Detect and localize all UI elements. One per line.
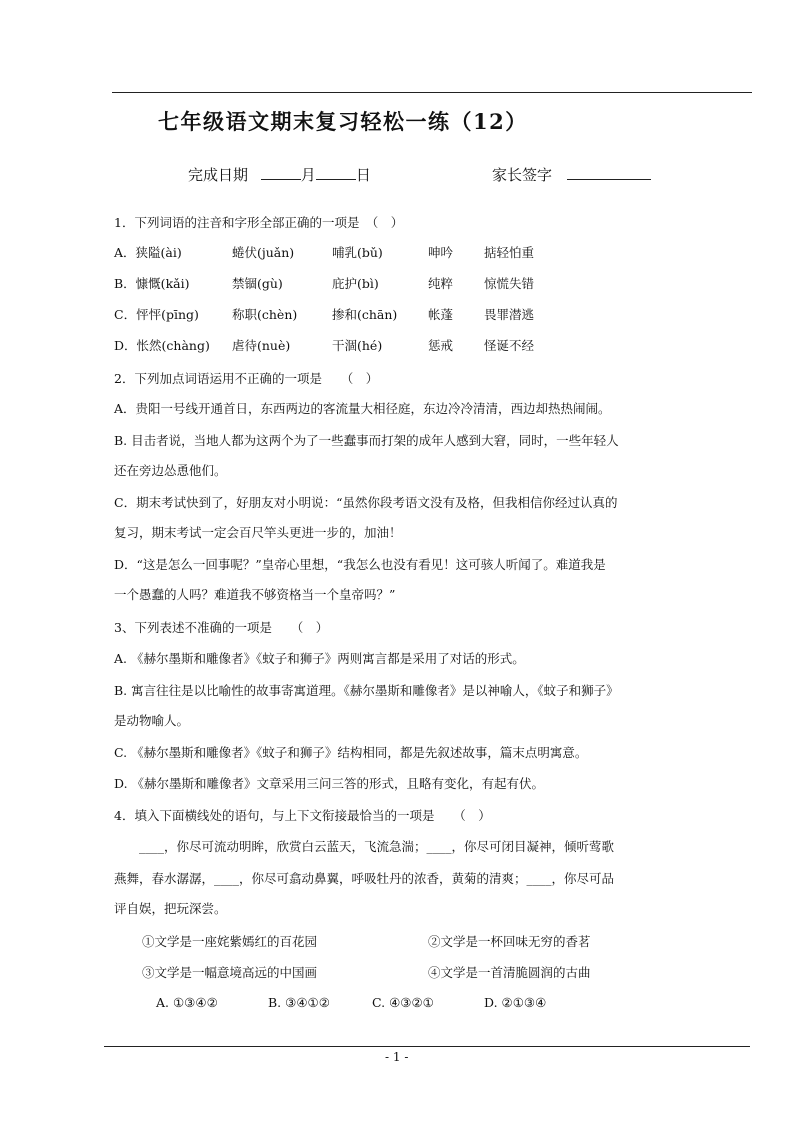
date-label: 完成日期 — [188, 166, 249, 184]
q1-c-3: 掺和(chān) — [332, 307, 398, 322]
q1-d-4: 惩戒 — [428, 338, 454, 353]
page-title: 七年级语文期末复习轻松一练（12） — [158, 109, 528, 134]
parent-signature-field — [492, 164, 651, 185]
q3-option-d: D. 《赫尔墨斯和雕像者》文章采用三问三答的形式，且略有变化，有起有伏。 — [114, 776, 545, 791]
q2-option-a: A．贵阳一号线开通首日，东西两边的客流量大相径庭，东边冷冷清清，西边却热热闹闹。 — [114, 401, 611, 416]
q4-choice-c: C. ④③②① — [372, 995, 434, 1010]
footer-rule — [104, 1046, 750, 1047]
parent-label: 家长签字 — [492, 166, 553, 184]
q4-stem: 4．填入下面横线处的语句，与上下文衔接最恰当的一项是 （ ） — [114, 808, 491, 823]
q1-b-3: 庇护(bì) — [332, 276, 379, 291]
q1-b-2: 禁锢(gù) — [232, 276, 283, 291]
q4-passage-line-2: 燕舞，春水潺潺，____，你尽可翕动鼻翼，呼吸牡丹的浓香，黄菊的清爽；____，你尽可品 — [114, 871, 615, 886]
q1-a-4: 呻吟 — [428, 245, 454, 260]
q4-choice-d: D. ②①③④ — [484, 995, 547, 1010]
q1-a-5: 掂轻怕重 — [484, 245, 535, 260]
day-blank[interactable] — [316, 165, 356, 180]
q4-sentence-4: ④文学是一首清脆圆润的古曲 — [428, 965, 591, 980]
q2-option-d-cont: 一个愚蠢的人吗？难道我不够资格当一个皇帝吗？” — [114, 587, 396, 602]
q1-a-2: 蜷伏(juǎn) — [232, 245, 295, 260]
q1-d-3: 干涸(hé) — [332, 338, 383, 353]
q1-stem: 1．下列词语的注音和字形全部正确的一项是 （ ） — [114, 215, 404, 230]
q1-c-2: 称职(chèn) — [232, 307, 298, 322]
q1-d-1: D．怅然(chàng) — [114, 338, 210, 353]
q3-option-c: C. 《赫尔墨斯和雕像者》《蚊子和狮子》结构相同，都是先叙述故事，篇末点明寓意。 — [114, 745, 588, 760]
q1-a-3: 哺乳(bǔ) — [332, 245, 383, 260]
q4-sentence-1: ①文学是一座姹紫嫣红的百花园 — [142, 934, 318, 949]
q4-passage-line-1: ____，你尽可流动明眸，欣赏白云蓝天，飞流急湍；____，你尽可闭目凝神，倾听莺歌 — [114, 839, 615, 854]
q2-option-c-cont: 复习，期末考试一定会百尺竿头更进一步的，加油！ — [114, 525, 402, 540]
q2-option-c: C．期末考试快到了，好朋友对小明说：“虽然你段考语文没有及格，但我相信你经过认真的 — [114, 495, 618, 510]
q2-stem: 2．下列加点词语运用不正确的一项是 （ ） — [114, 371, 379, 386]
q4-sentence-3: ③文学是一幅意境高远的中国画 — [142, 965, 318, 980]
page-number: - 1 - — [385, 1050, 409, 1064]
month-blank[interactable] — [261, 165, 301, 180]
q2-option-b-cont: 还在旁边怂恿他们。 — [114, 463, 227, 478]
q1-b-4: 纯粹 — [428, 276, 454, 291]
q4-passage-line-3: 评自娱，把玩深尝。 — [114, 901, 227, 916]
q1-b-1: B．慷慨(kǎi) — [114, 276, 190, 291]
q3-option-a: A. 《赫尔墨斯和雕像者》《蚊子和狮子》两则寓言都是采用了对话的形式。 — [114, 651, 525, 666]
q2-option-b: B. 目击者说，当地人都为这两个为了一些蠢事而打架的成年人感到大窘，同时，一些年轻人 — [114, 433, 619, 448]
q3-option-b: B. 寓言往往是以比喻性的故事寄寓道理。《赫尔墨斯和雕像者》是以神喻人，《蚊子和狮子》 — [114, 683, 619, 698]
q4-choice-a: A. ①③④② — [156, 995, 218, 1010]
q2-option-d: D．“这是怎么一回事呢？”皇帝心里想，“我怎么也没有看见！这可骇人听闻了。难道我是 — [114, 557, 606, 572]
q1-c-1: C．怦怦(pīng) — [114, 307, 199, 322]
q4-choice-b: B. ③④①② — [268, 995, 330, 1010]
signature-blank[interactable] — [567, 165, 651, 180]
q1-d-5: 怪诞不经 — [484, 338, 535, 353]
month-label: 月 — [300, 166, 316, 184]
q1-d-2: 虐待(nuè) — [232, 338, 291, 353]
q1-b-5: 惊慌失错 — [484, 276, 535, 291]
header-rule — [112, 92, 752, 93]
q1-c-4: 帐蓬 — [428, 307, 454, 322]
q3-option-b-cont: 是动物喻人。 — [114, 713, 190, 728]
day-label: 日 — [355, 166, 371, 184]
q4-sentence-2: ②文学是一杯回味无穷的香茗 — [428, 934, 591, 949]
q3-stem: 3、下列表述不准确的一项是 （ ） — [114, 620, 329, 635]
completion-date-field — [188, 164, 371, 185]
q1-c-5: 畏罪潜逃 — [484, 307, 535, 322]
q1-a-1: A．狭隘(ài) — [114, 245, 182, 260]
